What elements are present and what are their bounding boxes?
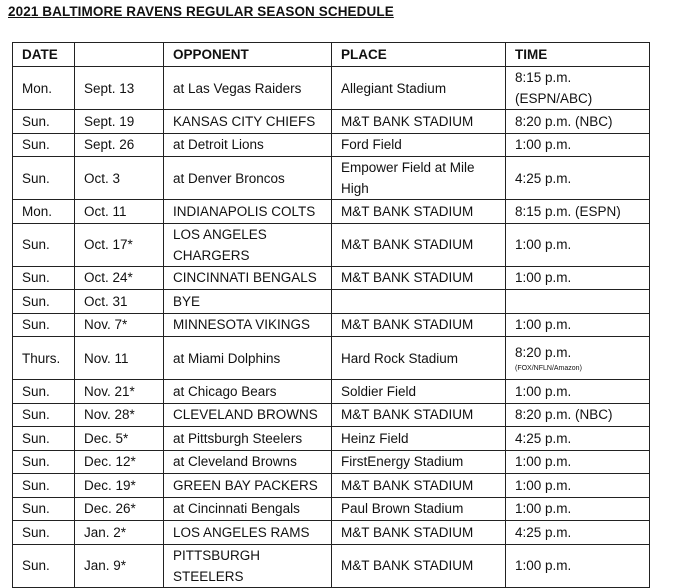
place-cell: Paul Brown Stadium [332, 497, 506, 521]
place-cell: M&T BANK STADIUM [332, 223, 506, 266]
date-cell: Oct. 31 [75, 290, 164, 314]
date-cell: Oct. 17* [75, 223, 164, 266]
table-row [13, 450, 650, 474]
date-cell: Nov. 11 [75, 337, 164, 380]
place-cell: Allegiant Stadium [332, 67, 506, 110]
place-cell [332, 290, 506, 314]
time-cell: 1:00 p.m. [506, 266, 650, 290]
day-cell: Sun. [13, 110, 75, 134]
opponent-cell: CLEVELAND BROWNS [164, 403, 332, 427]
table-row [13, 133, 650, 157]
table-row [13, 313, 650, 337]
date-cell: Oct. 24* [75, 266, 164, 290]
opponent-cell: LOS ANGELES RAMS [164, 521, 332, 545]
opponent-cell: KANSAS CITY CHIEFS [164, 110, 332, 134]
time-cell: 1:00 p.m. [506, 313, 650, 337]
day-cell: Sun. [13, 450, 75, 474]
time-cell: 4:25 p.m. [506, 521, 650, 545]
place-cell: M&T BANK STADIUM [332, 200, 506, 224]
place-cell: M&T BANK STADIUM [332, 521, 506, 545]
date-cell: Sept. 19 [75, 110, 164, 134]
date-cell: Dec. 5* [75, 427, 164, 451]
opponent-cell: at Denver Broncos [164, 157, 332, 200]
opponent-cell: PITTSBURGH STEELERS [164, 544, 332, 587]
date-cell: Dec. 12* [75, 450, 164, 474]
header-time: TIME [506, 43, 650, 67]
place-cell: Hard Rock Stadium [332, 337, 506, 380]
opponent-cell: BYE [164, 290, 332, 314]
day-cell: Sun. [13, 223, 75, 266]
day-cell: Sun. [13, 521, 75, 545]
opponent-cell: at Chicago Bears [164, 380, 332, 404]
opponent-cell: INDIANAPOLIS COLTS [164, 200, 332, 224]
table-row [13, 521, 650, 545]
place-cell: M&T BANK STADIUM [332, 110, 506, 134]
time-cell: 8:20 p.m. (NBC) [506, 403, 650, 427]
header-date: DATE [13, 43, 75, 67]
day-cell: Sun. [13, 313, 75, 337]
time-cell: 1:00 p.m. [506, 497, 650, 521]
day-cell: Sun. [13, 380, 75, 404]
time-value: 8:20 p.m. [515, 345, 572, 360]
time-cell: 1:00 p.m. [506, 450, 650, 474]
day-cell: Sun. [13, 474, 75, 498]
table-row [13, 223, 650, 266]
place-cell: Empower Field at Mile High [332, 157, 506, 200]
opponent-cell: at Pittsburgh Steelers [164, 427, 332, 451]
time-cell: 1:00 p.m. [506, 544, 650, 587]
opponent-cell: at Las Vegas Raiders [164, 67, 332, 110]
place-cell: M&T BANK STADIUM [332, 313, 506, 337]
day-cell: Sun. [13, 133, 75, 157]
header-row [13, 43, 650, 67]
date-cell: Dec. 26* [75, 497, 164, 521]
opponent-cell: GREEN BAY PACKERS [164, 474, 332, 498]
table-row [13, 403, 650, 427]
day-cell: Sun. [13, 427, 75, 451]
date-cell: Nov. 28* [75, 403, 164, 427]
table-row [13, 200, 650, 224]
time-cell [506, 290, 650, 314]
day-cell: Thurs. [13, 337, 75, 380]
day-cell: Sun. [13, 266, 75, 290]
date-cell: Dec. 19* [75, 474, 164, 498]
header-place: PLACE [332, 43, 506, 67]
date-cell: Nov. 7* [75, 313, 164, 337]
day-cell: Mon. [13, 67, 75, 110]
header-date-value [75, 43, 164, 67]
opponent-cell: at Detroit Lions [164, 133, 332, 157]
day-cell: Sun. [13, 290, 75, 314]
table-row [13, 157, 650, 200]
table-row [13, 290, 650, 314]
time-cell [506, 337, 650, 380]
table-row [13, 497, 650, 521]
place-cell: M&T BANK STADIUM [332, 403, 506, 427]
place-cell: M&T BANK STADIUM [332, 266, 506, 290]
table-row [13, 337, 650, 380]
opponent-cell: CINCINNATI BENGALS [164, 266, 332, 290]
date-cell: Sept. 13 [75, 67, 164, 110]
place-cell: Ford Field [332, 133, 506, 157]
day-cell: Mon. [13, 200, 75, 224]
time-cell: 1:00 p.m. [506, 474, 650, 498]
time-cell: 1:00 p.m. [506, 223, 650, 266]
date-cell: Oct. 11 [75, 200, 164, 224]
table-row [13, 110, 650, 134]
time-cell: 1:00 p.m. [506, 380, 650, 404]
time-cell: 1:00 p.m. [506, 133, 650, 157]
day-cell: Sun. [13, 544, 75, 587]
place-cell: Soldier Field [332, 380, 506, 404]
date-cell: Sept. 26 [75, 133, 164, 157]
table-row [13, 380, 650, 404]
time-cell: 8:15 p.m. (ESPN/ABC) [506, 67, 650, 110]
table-row [13, 474, 650, 498]
opponent-cell: LOS ANGELES CHARGERS [164, 223, 332, 266]
time-cell: 4:25 p.m. [506, 427, 650, 451]
time-cell: 8:20 p.m. (NBC) [506, 110, 650, 134]
time-cell: 4:25 p.m. [506, 157, 650, 200]
time-cell: 8:15 p.m. (ESPN) [506, 200, 650, 224]
schedule-table [12, 42, 650, 588]
place-cell: FirstEnergy Stadium [332, 450, 506, 474]
table-row [13, 427, 650, 451]
header-opponent: OPPONENT [164, 43, 332, 67]
page-title: 2021 BALTIMORE RAVENS REGULAR SEASON SCHEDULE [8, 4, 394, 19]
broadcast-note: (FOX/NFLN/Amazon) [515, 365, 582, 372]
opponent-cell: at Miami Dolphins [164, 337, 332, 380]
date-cell: Nov. 21* [75, 380, 164, 404]
table-row [13, 266, 650, 290]
date-cell: Jan. 9* [75, 544, 164, 587]
day-cell: Sun. [13, 403, 75, 427]
day-cell: Sun. [13, 497, 75, 521]
place-cell: M&T BANK STADIUM [332, 474, 506, 498]
opponent-cell: MINNESOTA VIKINGS [164, 313, 332, 337]
place-cell: M&T BANK STADIUM [332, 544, 506, 587]
date-cell: Oct. 3 [75, 157, 164, 200]
place-cell: Heinz Field [332, 427, 506, 451]
date-cell: Jan. 2* [75, 521, 164, 545]
table-row [13, 544, 650, 587]
day-cell: Sun. [13, 157, 75, 200]
table-row [13, 67, 650, 110]
opponent-cell: at Cleveland Browns [164, 450, 332, 474]
opponent-cell: at Cincinnati Bengals [164, 497, 332, 521]
